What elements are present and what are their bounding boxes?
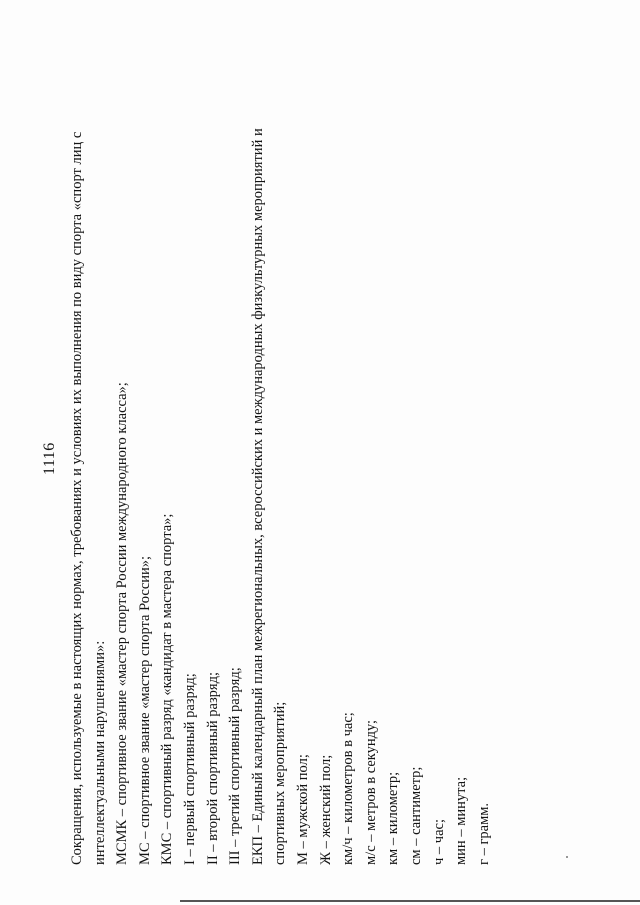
- text-line: мин – минута;: [453, 776, 470, 865]
- text-line: III – третий спортивный разряд;: [227, 667, 244, 865]
- text-line: II – второй спортивный разряд;: [204, 672, 221, 865]
- text-line: интеллектуальными нарушениями»:: [91, 640, 108, 865]
- text-line: км/ч – километров в час;: [340, 712, 357, 865]
- text-line: КМС – спортивный разряд «кандидат в мастера спорта»;: [159, 513, 176, 865]
- text-line: км – километр;: [385, 771, 402, 865]
- text-line: г – грамм.: [475, 802, 492, 865]
- text-line: I – первый спортивный разряд;: [181, 673, 198, 865]
- text-line: МС – спортивное звание «мастер спорта России»;: [136, 555, 153, 865]
- text-line: м/с – метров в секунду;: [362, 719, 379, 865]
- text-line: см – сантиметр;: [407, 766, 424, 865]
- scan-edge: [180, 900, 640, 902]
- page-number: 1116: [41, 442, 58, 475]
- text-line: спортивных мероприятий;: [272, 701, 289, 865]
- text-line: ч – час;: [430, 819, 447, 865]
- text-line: ЕКП – Единый календарный план межрегиональных, всероссийских и международных физкультурных мероприятий и: [249, 128, 266, 865]
- text-line: Ж – женский пол;: [317, 754, 334, 865]
- text-line: Сокращения, используемые в настоящих нормах, требованиях и условиях их выполнения по виду спорта «спорт лиц с: [69, 131, 85, 865]
- text-line: МСМК – спортивное звание «мастер спорта России международного класса»;: [114, 382, 131, 865]
- abbreviations-list: [66, 35, 495, 865]
- scan-speck: [566, 856, 568, 858]
- rotated-text-block: [40, 35, 492, 865]
- text-line: М – мужской пол;: [294, 754, 311, 865]
